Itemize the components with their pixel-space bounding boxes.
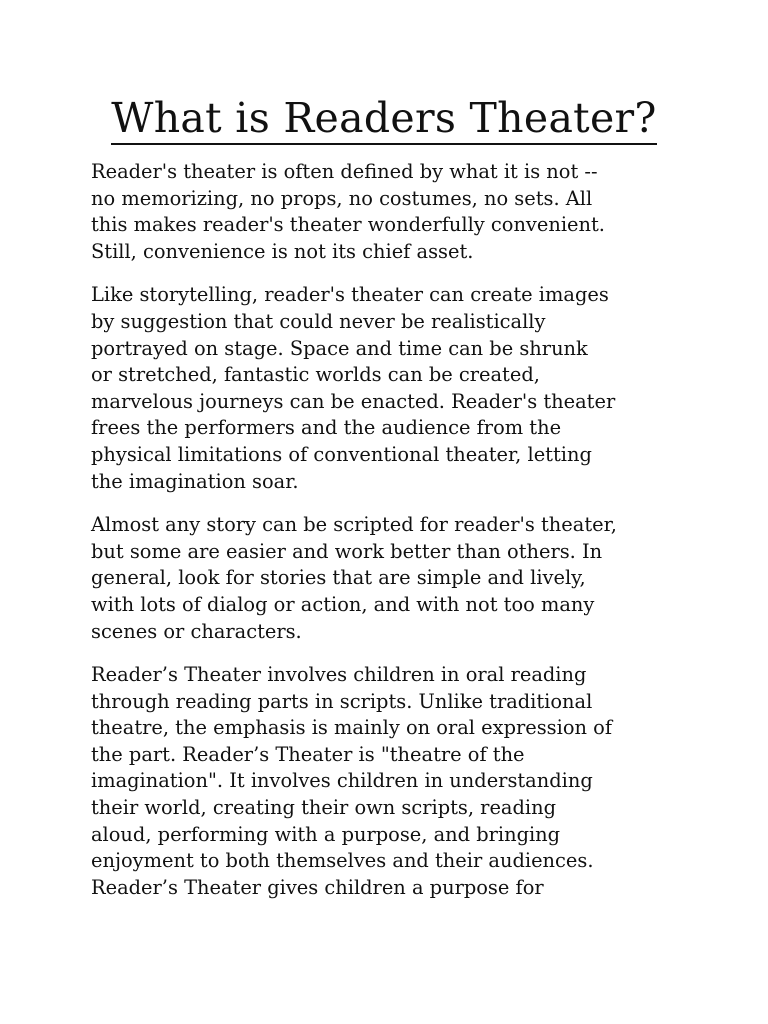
paragraph-1: Reader's theater is often defined by what it is not -- no memorizing, no props, no costumes, no sets. All this makes reader's theater wonderfully convenient. Still, convenience is not its chief asset. [91,160,605,263]
page-title-text: What is Readers Theater? [111,94,656,145]
page-title [0,92,768,144]
paragraph-3: Almost any story can be scripted for reader's theater, but some are easier and work better than others. In general, look for stories that are simple and lively, with lots of dialog or action, and with not too many scenes or characters. [91,513,617,643]
document-body [91,159,691,918]
paragraph-4: Reader’s Theater involves children in oral reading through reading parts in scripts. Unlike traditional theatre, the emphasis is mainly on oral expression of the part. Reader’s Theater is "theatre of the imagination". It involves children in understanding their world, creating their own scripts, reading aloud, performing with a purpose, and bringing enjoyment to both themselves and their audiences. Reader’s Theater gives children a purpose for [91,663,613,899]
paragraph-2: Like storytelling, reader's theater can create images by suggestion that could never be realistically portrayed on stage. Space and time can be shrunk or stretched, fantastic worlds can be created, marvelous journeys can be enacted. Reader's theater frees the performers and the audience from the physical limitations of conventional theater, letting the imagination soar. [91,283,616,493]
